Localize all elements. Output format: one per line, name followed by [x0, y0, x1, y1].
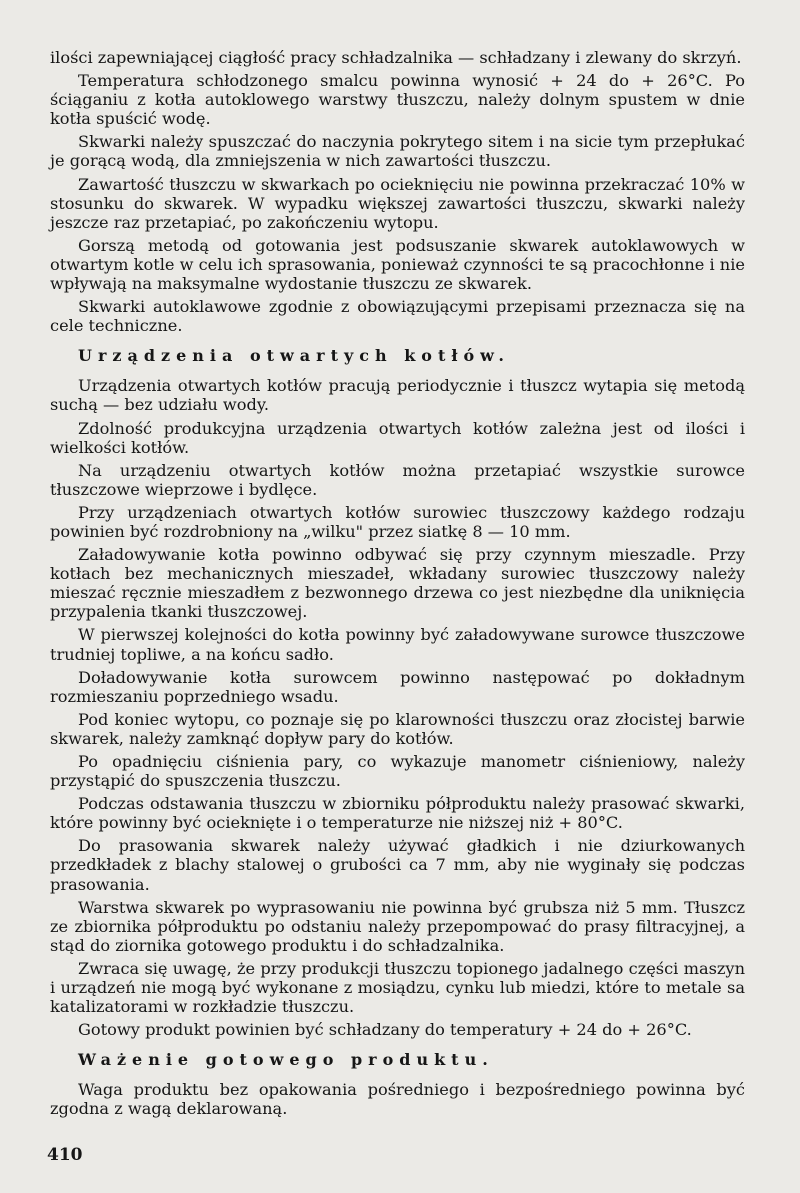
paragraph: Gorszą metodą od gotowania jest podsuszanie skwarek autoklawowych w otwartym kotle w celu ich sprasowania, ponieważ czynności te są pracochłonne i nie wpływają na maksymalne wydostanie tłuszczu ze skwarek.	[50, 235, 745, 294]
paragraph: ilości zapewniającej ciągłość pracy schładzalnika — schładzany i zlewany do skrzyń.	[50, 48, 742, 67]
paragraph: W pierwszej kolejności do kotła powinny być załadowywane surowce tłuszczowe trudniej topliwe, a na końcu sadło.	[50, 625, 745, 664]
paragraph: Przy urządzeniach otwartych kotłów surowiec tłuszczowy każdego rodzaju powinien być rozdrobniony na „wilku" przez siatkę 8 — 10 mm.	[50, 502, 745, 541]
section-heading-open-kettles: Urządzenia otwartych kotłów.	[78, 346, 510, 366]
paragraph: Pod koniec wytopu, co poznaje się po klarowności tłuszczu oraz złocistej barwie skwarek, należy zamknąć dopływ pary do kotłów.	[50, 709, 745, 748]
paragraph: Gotowy produkt powinien być schładzany do temperatury + 24 do + 26°C.	[78, 1020, 692, 1040]
paragraph: Po opadnięciu ciśnienia pary, co wykazuje manometr ciśnieniowy, należy przystąpić do spuszczenia tłuszczu.	[50, 752, 745, 791]
section-heading-weighing: Ważenie gotowego produktu.	[78, 1050, 494, 1070]
paragraph: Zwraca się uwagę, że przy produkcji tłuszczu topionego jadalnego części maszyn i urządzeń nie mogą być wykonane z mosiądzu, cynku lub miedzi, które to metale sa katalizatorami w rozkładzie tłuszczu.	[50, 958, 745, 1017]
paragraph: Zawartość tłuszczu w skwarkach po ocieknięciu nie powinna przekraczać 10% w stosunku do skwarek. W wypadku większej zawartości tłuszczu, skwarki należy jeszcze raz przetapiać, po zakończeniu wytopu.	[50, 174, 745, 232]
paragraph: Waga produktu bez opakowania pośredniego i bezpośredniego powinna być zgodna z wagą deklarowaną.	[50, 1080, 745, 1119]
paragraph: Podczas odstawania tłuszczu w zbiorniku półproduktu należy prasować skwarki, które powinny być ocieknięte i o temperaturze nie niższej niż + 80°C.	[50, 794, 745, 833]
page-body	[50, 48, 745, 1123]
paragraph: Do prasowania skwarek należy używać gładkich i nie dziurkowanych przedkładek z blachy stalowej o grubości ca 7 mm, aby nie wyginały się podczas prasowania.	[50, 836, 745, 894]
paragraph: Doładowywanie kotła surowcem powinno następować po dokładnym rozmieszaniu poprzedniego wsadu.	[50, 667, 745, 706]
paragraph: Skwarki autoklawowe zgodnie z obowiązującymi przepisami przeznacza się na cele techniczne.	[50, 297, 745, 336]
paragraph: Na urządzeniu otwartych kotłów można przetapiać wszystkie surowce tłuszczowe wieprzowe i bydlęce.	[50, 460, 745, 499]
paragraph: Skwarki należy spuszczać do naczynia pokrytego sitem i na sicie tym przepłukać je gorącą wodą, dla zmniejszenia w nich zawartości tłuszczu.	[50, 132, 745, 171]
paragraph: Warstwa skwarek po wyprasowaniu nie powinna być grubsza niż 5 mm. Tłuszcz ze zbiornika półproduktu po odstaniu należy przepompować do prasy filtracyjnej, a stąd do ziornika gotowego produktu i do schładzalnika.	[50, 897, 745, 955]
paragraph: Urządzenia otwartych kotłów pracują periodycznie i tłuszcz wytapia się metodą suchą — bez udziału wody.	[50, 376, 745, 415]
paragraph: Zdolność produkcyjna urządzenia otwartych kotłów zależna jest od ilości i wielkości kotłów.	[50, 418, 745, 457]
paragraph: Załadowywanie kotła powinno odbywać się przy czynnym mieszadle. Przy kotłach bez mechanicznych mieszadeł, wkładany surowiec tłuszczowy należy mieszać ręcznie mieszadłem z bezwonnego drzewa co jest niezbędne dla uniknięcia przypalenia tkanki tłuszczowej.	[50, 545, 745, 622]
paragraph: Temperatura schłodzonego smalcu powinna wynosić + 24 do + 26°C. Po ściąganiu z kotła autoklowego warstwy tłuszczu, należy dolnym spustem w dnie kotła spuścić wodę.	[50, 71, 745, 129]
page-number: 410	[47, 1145, 83, 1165]
